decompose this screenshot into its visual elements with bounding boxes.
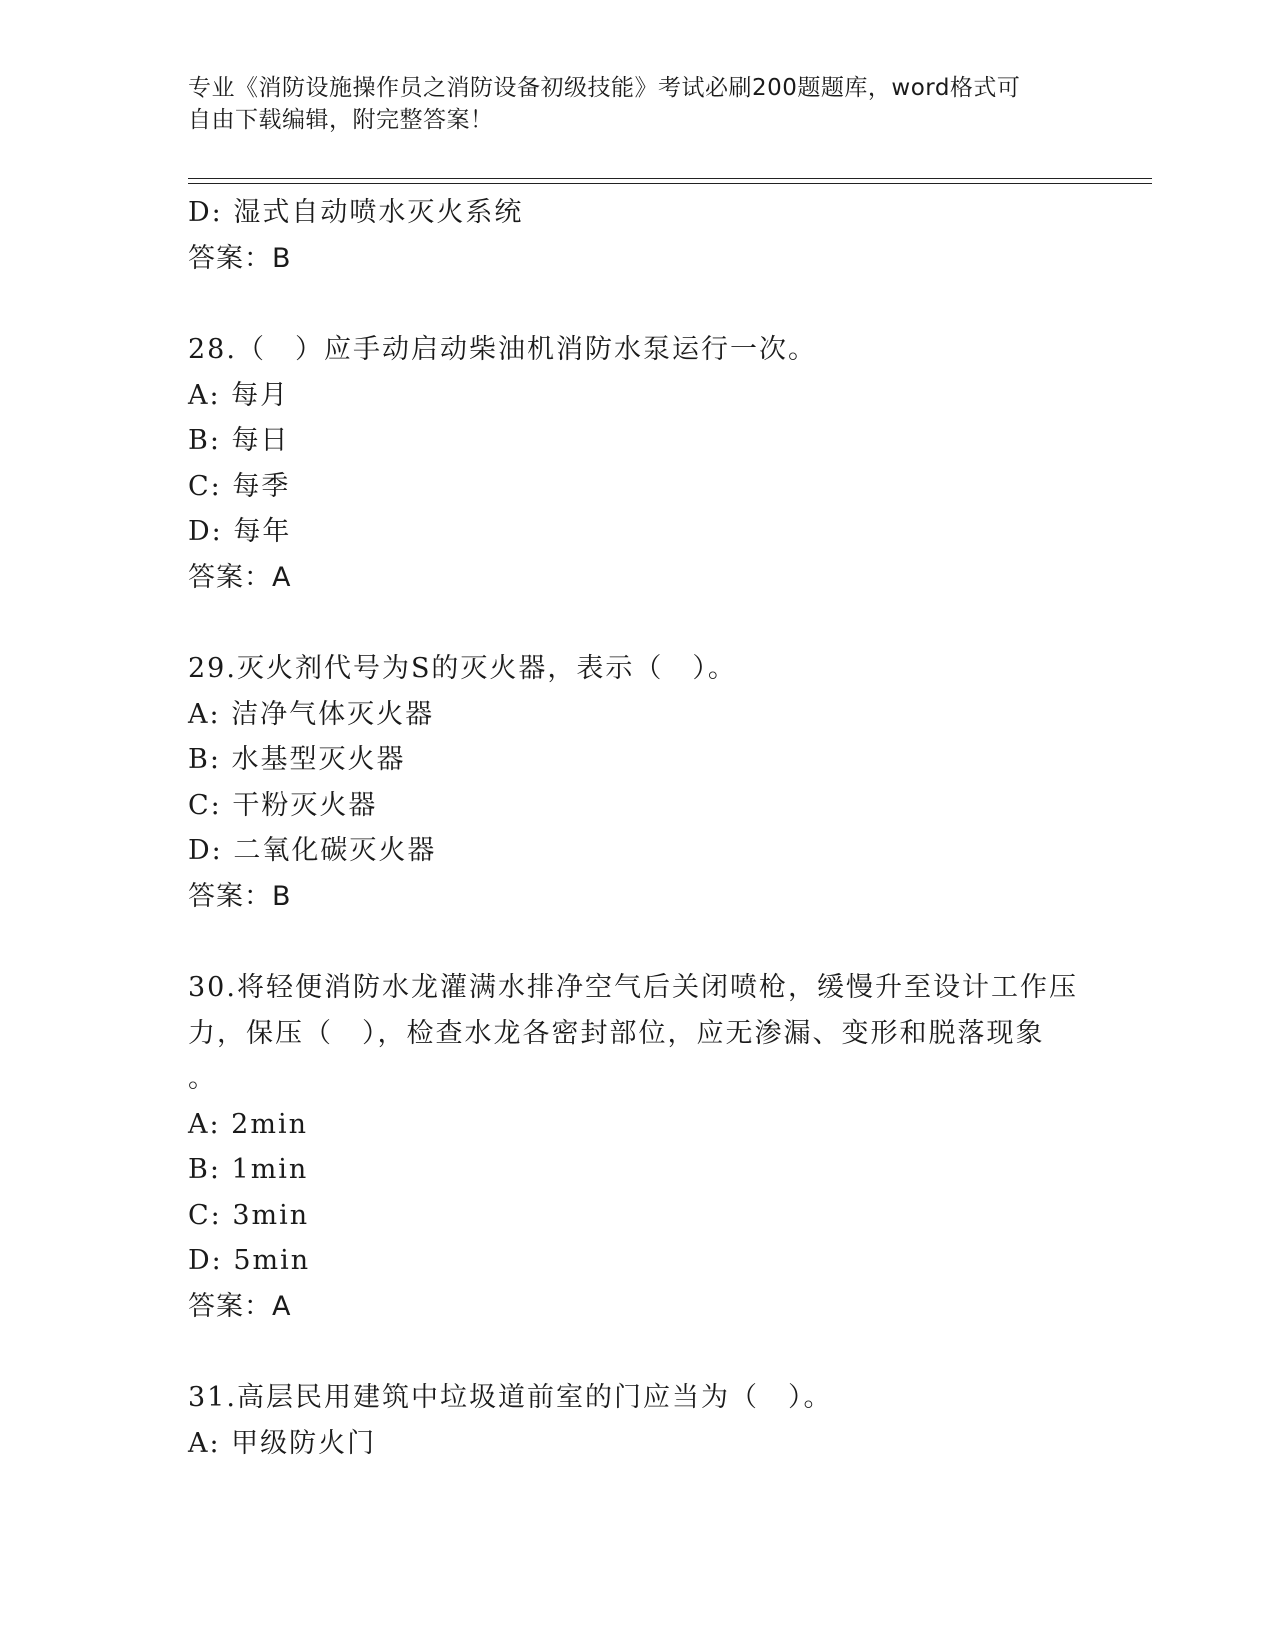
question-31 [188, 1375, 1088, 1466]
question-title: 28.（ ）应手动启动柴油机消防水泵运行一次。 [188, 334, 817, 365]
answer-text: 答案：A [188, 561, 292, 593]
option-d: D: 湿式自动喷水灭火系统 [188, 197, 524, 228]
option-d: D: 二氧化碳灭火器 [188, 835, 437, 866]
option-c: C: 干粉灭火器 [188, 789, 378, 821]
option-c: C: 3min [188, 1199, 310, 1231]
header-rule-bottom [188, 183, 1152, 184]
header-rule-top [188, 178, 1152, 179]
option-a: A: 每月 [188, 379, 290, 411]
spacer [188, 600, 1088, 646]
answer-text: 答案：B [188, 242, 292, 274]
question-title: 29.灭火剂代号为S的灭火器，表示（ ）。 [188, 653, 737, 684]
header-line-1: 专业《消防设施操作员之消防设备初级技能》考试必刷200题题库，word格式可 [188, 75, 1021, 101]
option-a: A: 甲级防火门 [188, 1427, 377, 1459]
spacer [188, 1329, 1088, 1375]
question-title: 31.高层民用建筑中垃圾道前室的门应当为（ ）。 [188, 1382, 833, 1413]
option-b: B: 1min [188, 1154, 309, 1185]
question-list [188, 190, 1088, 1466]
option-d: D: 每年 [188, 516, 292, 547]
document-header [188, 72, 1068, 136]
answer-text: 答案：B [188, 880, 292, 912]
option-b: B: 每日 [188, 425, 290, 456]
option-b: B: 水基型灭火器 [188, 744, 406, 775]
spacer [188, 919, 1088, 965]
option-d: D: 5min [188, 1245, 311, 1276]
question-27-continued [188, 190, 1088, 281]
question-title-line-3: 。 [188, 1063, 217, 1094]
question-title-line-1: 30.将轻便消防水龙灌满水排净空气后关闭喷枪，缓慢升至设计工作压 [188, 972, 1078, 1003]
question-30 [188, 965, 1088, 1329]
answer-text: 答案：A [188, 1290, 292, 1322]
question-29 [188, 646, 1088, 919]
spacer [188, 281, 1088, 327]
question-28 [188, 327, 1088, 600]
option-c: C: 每季 [188, 470, 291, 502]
option-a: A: 洁净气体灭火器 [188, 698, 435, 730]
question-title-line-2: 力，保压（ ），检查水龙各密封部位，应无渗漏、变形和脱落现象 [188, 1017, 1045, 1049]
option-a: A: 2min [188, 1108, 308, 1140]
header-line-2: 自由下载编辑，附完整答案！ [188, 107, 494, 133]
